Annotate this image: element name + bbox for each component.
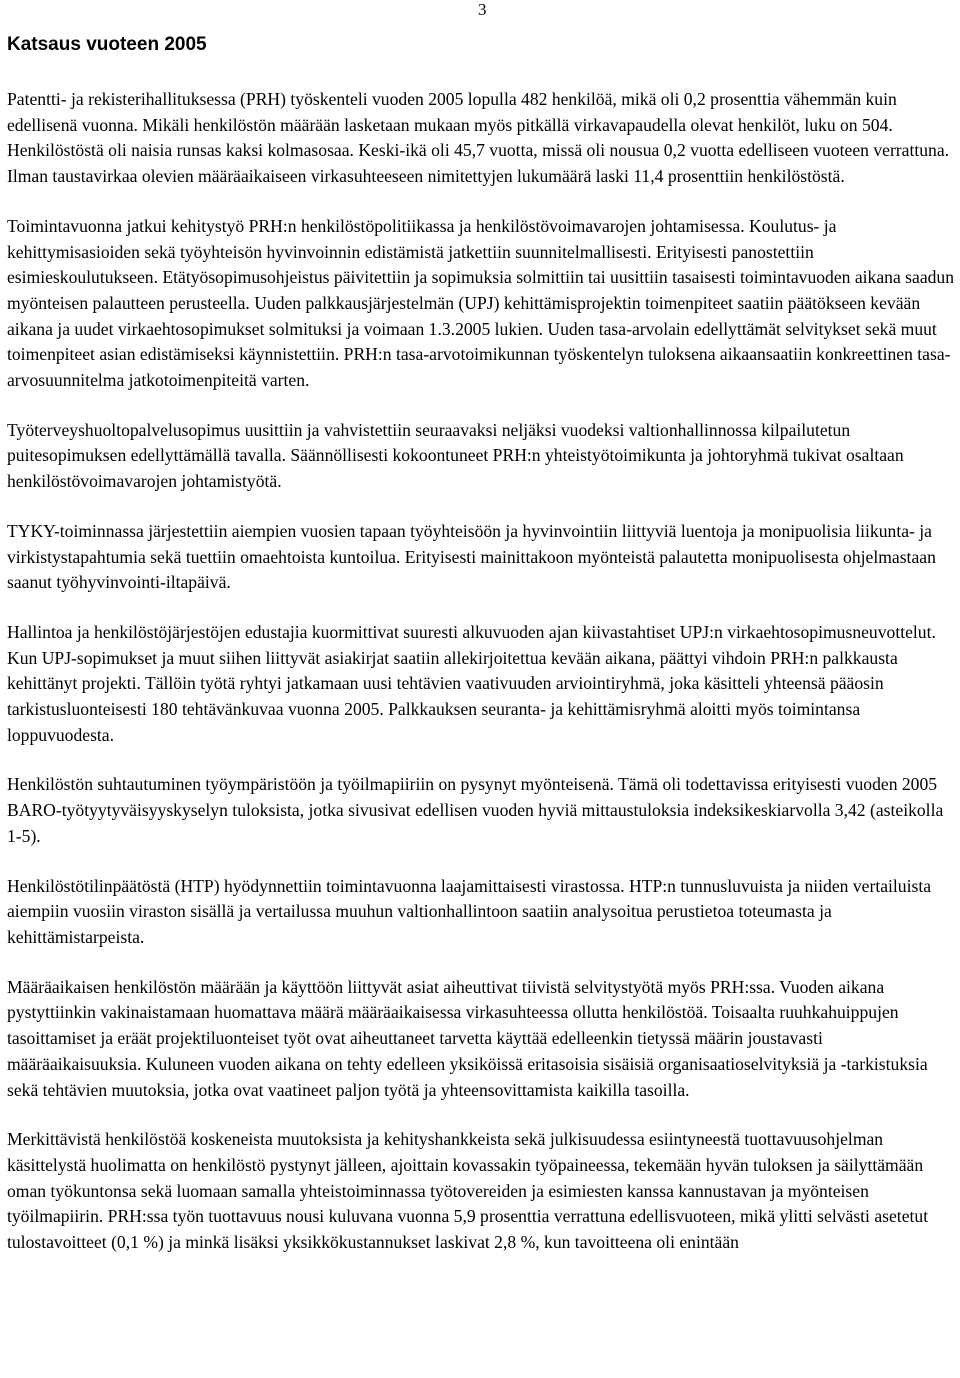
paragraph-work-atmosphere: Henkilöstön suhtautuminen työympäristöön ja työilmapiiriin on pysynyt myönteisenä. Tämä oli todettavissa erityisesti vuoden 2005 BARO-työtyytyväisyyskyselyn tuloksista, jotka sivusivat edellisen vuoden hyviä mittaustuloksia indeksikeskiarvolla 3,42 (asteikolla 1-5). xyxy=(7,774,944,846)
page-title: Katsaus vuoteen 2005 xyxy=(7,34,207,55)
paragraph-staff-overview: Patentti- ja rekisterihallituksessa (PRH) työskenteli vuoden 2005 lopulla 482 henkilöä, mikä oli 0,2 prosenttia vähemmän kuin edellisenä vuonna. Mikäli henkilöstön määrään lasketaan mukaan myös pitkällä virkavapaudella olevat henkilöt, luku on 504. Henkilöstöstä oli naisia runsas kaksi kolmasosaa. Keski-ikä oli 45,7 vuotta, missä oli nousua 0,2 vuotta edelliseen vuoteen verrattuna. Ilman taustavirkaa olevien määräaikaiseen virkasuhteeseen nimitettyjen lukumäärä laski 11,4 prosenttiin henkilöstöstä. xyxy=(7,89,950,187)
paragraph-occupational-health: Työterveyshuoltopalvelusopimus uusittiin ja vahvistettiin seuraavaksi neljäksi vuodeksi valtionhallinnossa kilpailutetun puitesopimuksen edellyttämällä tavalla. Säännöllisesti kokoontuneet PRH:n yhteistyötoimikunta ja johtoryhmä tukivat osaltaan henkilöstövoimavarojen johtamistyötä. xyxy=(7,419,904,492)
paragraph-htp: Henkilöstötilinpäätöstä (HTP) hyödynnettiin toimintavuonna laajamittaisesti virastossa. HTP:n tunnusluvuista ja niiden vertailuista aiempiin vuosiin viraston sisällä ja vertailussa muuhun valtionhallintoon saatiin analysoitua perustietoa toteumasta ja kehittämistarpeista. xyxy=(7,875,932,947)
paragraph-productivity: Merkittävistä henkilöstöä koskeneista muutoksista ja kehityshankkeista sekä julkisuudessa esiintyneestä tuottavuusohjelman käsittelystä huolimatta on henkilöstö pystynyt jälleen, ajoittain kovassakin työpaineessa, tekemään hyvän tuloksen ja säilyttämään oman työkuntonsa sekä luomaan samalla yhteistoiminnassa työtovereiden ja esimiesten kanssa kannustavan ja myönteisen työilmapiirin. PRH:ssa työn tuottavuus nousi kuluvana vuonna 5,9 prosenttia verrattuna edellisvuoteen, mikä ylitti selvästi asetetut tulostavoitteet (0,1 %) ja minkä lisäksi yksikkökustannukset laskivat 2,8 %, kun tavoitteena oli enintään xyxy=(7,1129,929,1253)
paragraph-development-work: Toimintavuonna jatkui kehitystyö PRH:n henkilöstöpolitiikassa ja henkilöstövoimavarojen johtamisessa. Koulutus- ja kehittymisasioiden sekä työyhteisön hyvinvoinnin edistämistä jatkettiin suunnitelmallisesti. Erityisesti panostettiin esimieskoulutukseen. Etätyösopimusohjeistus päivitettiin ja sopimuksia solmittiin tai uusittiin tasaisesti toimintavuoden aikana saadun myönteisen palautteen perusteella. Uuden palkkausjärjestelmän (UPJ) kehittämisprojektin toimenpiteet saatiin päätökseen kevään aikana ja uudet virkaehtosopimukset solmituksi ja voimaan 1.3.2005 lukien. Uuden tasa-arvolain edellyttämät selvitykset sekä muut toimenpiteet asian edistämiseksi käynnistettiin. PRH:n tasa-arvotoimikunnan työskentelyn tuloksena aikaansaatiin konkreettinen tasa-arvosuunnitelma jatkotoimenpiteitä varten. xyxy=(7,215,955,391)
paragraph-upj-negotiations: Hallintoa ja henkilöstöjärjestöjen edustajia kuormittivat suuresti alkuvuoden ajan kiivastahtiset UPJ:n virkaehtosopimusneuvottelut. Kun UPJ-sopimukset ja muut siihen liittyvät asiakirjat saatiin allekirjoitettua kevään aikana, päättyi vihdoin PRH:n palkkausta kehittänyt projekti. Tällöin työtä ryhtyi jatkamaan uusi tehtävien vaativuuden arviointiryhmä, joka käsitteli yhteensä pääosin tarkistusluonteisesti 180 tehtävänkuvaa vuonna 2005. Palkkauksen seuranta- ja kehittämisryhmä aloitti myös toimintansa loppuvuodesta. xyxy=(7,621,936,745)
body-text xyxy=(7,87,955,1280)
paragraph-fixed-term-staff: Määräaikaisen henkilöstön määrään ja käyttöön liittyvät asiat aiheuttivat tiivistä selvitystyötä myös PRH:ssa. Vuoden aikana pystyttiinkin vakinaistamaan huomattava määrä määräaikaisessa virkasuhteessa ollutta henkilöstöä. Toisaalta ruuhkahuippujen tasoittamiset ja eräät projektiluonteiset työt ovat aiheuttaneet tarvetta käyttää edelleenkin tietyssä määrin joustavasti määräaikaisuuksia. Kuluneen vuoden aikana on tehty edelleen yksiköissä eritasoisia sisäisiä organisaatioselvityksiä ja -tarkistuksia sekä tehtävien muutoksia, jotka ovat vaatineet paljon työtä ja yhteensovittamista kaikilla tasoilla. xyxy=(7,976,928,1100)
paragraph-tyky-activities: TYKY-toiminnassa järjestettiin aiempien vuosien tapaan työyhteisöön ja hyvinvointiin liittyviä luentoja ja monipuolisia liikunta- ja virkistystapahtumia sekä tuettiin omaehtoista kuntoilua. Erityisesti mainittakoon myönteistä palautetta monipuolisesta ohjelmastaan saanut työhyvinvointi-iltapäivä. xyxy=(7,520,936,593)
page-number: 3 xyxy=(478,0,487,19)
